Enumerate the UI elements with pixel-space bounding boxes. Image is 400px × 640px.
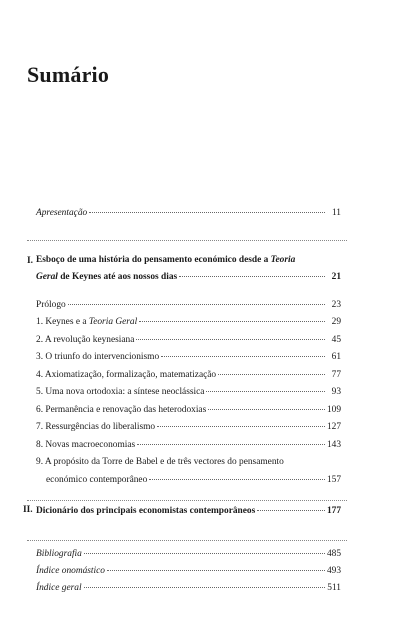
toc-entry-chapter-4[interactable] xyxy=(36,369,341,381)
toc-entry-label: 8. Novas macroeconomias xyxy=(36,440,136,450)
toc-entry-chapter-1[interactable] xyxy=(36,316,341,328)
toc-entry-label: 6. Permanência e renovação das heterodoxias xyxy=(36,405,207,415)
toc-entry-bibliografia[interactable] xyxy=(36,548,341,560)
toc-entry-chapter-3[interactable] xyxy=(36,351,341,363)
toc-entry-apresentacao[interactable] xyxy=(36,207,341,219)
toc-entry-label: 5. Uma nova ortodoxia: a síntese neoclássica xyxy=(36,387,205,397)
toc-entry-label: 3. O triunfo do intervencionismo xyxy=(36,352,160,362)
part-1-heading-line2 xyxy=(36,271,341,283)
chapter-9-line-1: 9. A propósito da Torre de Babel e de três vectores do pensamento xyxy=(36,457,284,467)
dot-leader xyxy=(157,426,325,427)
part-1-heading-italic-2: Geral xyxy=(36,272,58,282)
dot-leader xyxy=(218,374,325,375)
part-1-heading-text-2: de Keynes até aos nossos dias xyxy=(57,272,178,282)
dot-leader xyxy=(136,339,325,340)
toc-entry-indice-onomastico[interactable] xyxy=(36,565,341,577)
dot-leader xyxy=(84,553,325,554)
toc-entry-page: 23 xyxy=(331,300,341,310)
toc-entry-label: 2. A revolução keynesiana xyxy=(36,335,135,345)
toc-entry-page: 45 xyxy=(331,335,341,345)
dot-leader xyxy=(208,409,325,410)
toc-entry-label: Bibliografia xyxy=(36,549,82,559)
toc-entry-chapter-8[interactable] xyxy=(36,439,341,451)
toc-entry-page: 127 xyxy=(326,422,341,432)
dot-leader xyxy=(206,391,325,392)
toc-entry-label: Índice geral xyxy=(36,583,82,593)
dot-leader xyxy=(149,479,325,480)
toc-entry-label: Prólogo xyxy=(36,300,66,310)
toc-entry-label: Apresentação xyxy=(36,208,88,218)
dot-leader xyxy=(68,304,325,305)
page-title: Sumário xyxy=(27,62,110,87)
dot-leader xyxy=(84,587,325,588)
part-2-heading-text: Dicionário dos principais economistas contemporâneos xyxy=(36,506,256,516)
dot-leader xyxy=(161,356,325,357)
dot-leader xyxy=(179,276,325,277)
toc-entry-page: 485 xyxy=(326,549,341,559)
toc-entry-page: 29 xyxy=(331,317,341,327)
toc-entry-label: económico contemporâneo xyxy=(46,475,148,485)
section-divider xyxy=(27,240,347,241)
toc-entry-page: 511 xyxy=(327,583,341,593)
part-1-heading xyxy=(36,253,341,268)
toc-entry-label: 1. Keynes e a xyxy=(36,317,89,327)
toc-entry-page: 11 xyxy=(331,208,341,218)
dot-leader xyxy=(139,321,325,322)
toc-entry-chapter-7[interactable] xyxy=(36,421,341,433)
toc-entry-chapter-5[interactable] xyxy=(36,386,341,398)
section-divider xyxy=(27,500,347,501)
chapter-9-line-2 xyxy=(46,474,341,486)
dot-leader xyxy=(107,570,325,571)
toc-entry-page: 93 xyxy=(331,387,341,397)
toc-entry-page: 109 xyxy=(326,405,341,415)
toc-entry-chapter-6[interactable] xyxy=(36,404,341,416)
part-2-page: 177 xyxy=(326,506,341,516)
part-2-heading xyxy=(36,505,341,517)
toc-entry-chapter-2[interactable] xyxy=(36,334,341,346)
toc-entry-page: 77 xyxy=(331,370,341,380)
part-1-heading-text: Esboço de uma história do pensamento económico desde a xyxy=(36,255,271,265)
toc-entry-label-italic: Teoria Geral xyxy=(88,317,138,327)
part-1-numeral: I. xyxy=(27,256,33,266)
toc-entry-label: 4. Axiomatização, formalização, matematização xyxy=(36,370,217,380)
toc-entry-page: 157 xyxy=(326,475,341,485)
part-2-numeral: II. xyxy=(23,505,33,515)
part-1-heading-italic: Teoria xyxy=(270,255,296,265)
toc-entry-label: Índice onomástico xyxy=(36,566,105,576)
toc-entry-page: 493 xyxy=(326,566,341,576)
toc-entry-prologo[interactable] xyxy=(36,299,341,311)
dot-leader xyxy=(89,212,325,213)
dot-leader xyxy=(257,510,325,511)
toc-entry-label: 7. Ressurgências do liberalismo xyxy=(36,422,156,432)
dot-leader xyxy=(137,444,325,445)
part-1-page: 21 xyxy=(331,272,341,282)
toc-entry-page: 61 xyxy=(331,352,341,362)
toc-entry-page: 143 xyxy=(326,440,341,450)
toc-entry-indice-geral[interactable] xyxy=(36,582,341,594)
section-divider xyxy=(27,540,347,541)
